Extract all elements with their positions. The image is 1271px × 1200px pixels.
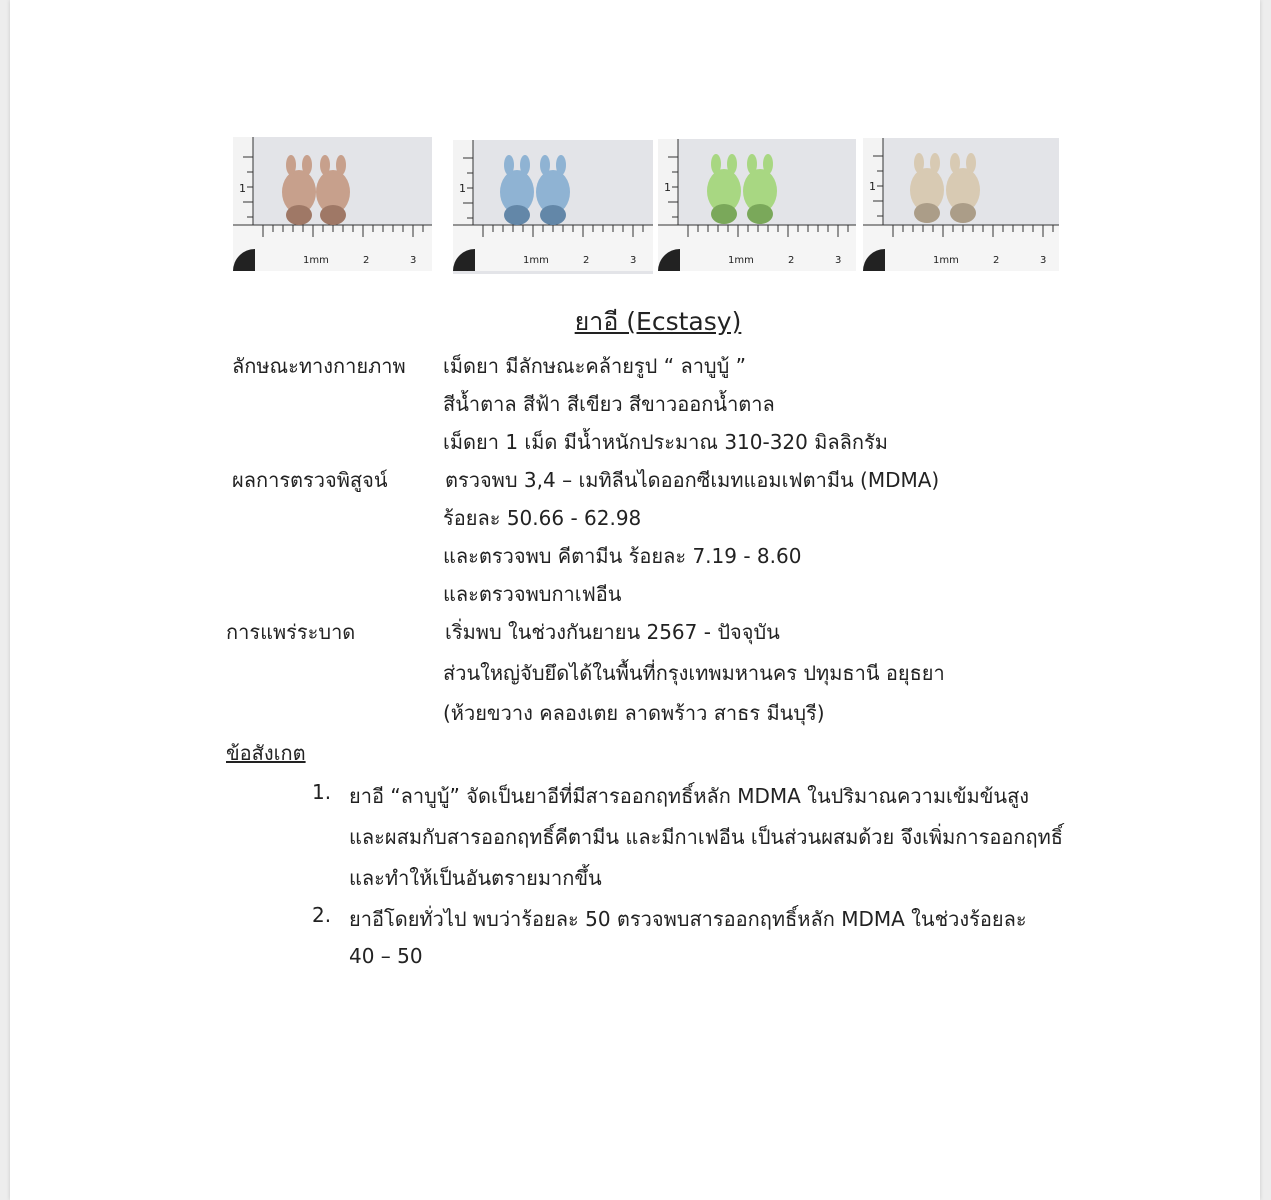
note-line: ยาอี “ลาบูบู้” จัดเป็นยาอีที่มีสารออกฤทธิ์หลัก MDMA ในปริมาณความเข้มข้นสูง [349, 784, 1030, 808]
svg-text:2: 2 [363, 255, 370, 266]
pill-base [950, 203, 976, 223]
pill-shape [930, 153, 940, 173]
pill-base [504, 205, 530, 225]
svg-text:2: 2 [993, 255, 1000, 266]
pill-photo-brown-image [233, 137, 432, 271]
physical-line: สีน้ำตาล สีฟ้า สีเขียว สีขาวออกน้ำตาล [443, 392, 775, 416]
svg-text:3: 3 [1040, 255, 1047, 266]
lab-line: และตรวจพบกาเฟอีน [443, 582, 622, 606]
pill-base [540, 205, 566, 225]
pill-base [914, 203, 940, 223]
lab-line: ร้อยละ 50.66 - 62.98 [443, 506, 642, 530]
svg-text:1: 1 [869, 180, 876, 193]
pill-shape [286, 155, 296, 175]
spread-line: ส่วนใหญ่จับยึดได้ในพื้นที่กรุงเทพมหานคร ปทุมธานี อยุธยา [443, 661, 945, 685]
note-line: 40 – 50 [349, 944, 423, 968]
svg-text:2: 2 [583, 255, 590, 266]
pill-shape [763, 154, 773, 174]
note-number: 1. [312, 780, 332, 804]
pill-base [711, 204, 737, 224]
note-line: และผสมกับสารออกฤทธิ์คีตามีน และมีกาเฟอีน เป็นส่วนผสมด้วย จึงเพิ่มการออกฤทธิ์ [349, 825, 1063, 849]
pill-shape [966, 153, 976, 173]
document-title: ยาอี (Ecstasy) [574, 307, 742, 336]
svg-text:1mm: 1mm [728, 255, 754, 266]
physical-line: เม็ดยา 1 เม็ด มีน้ำหนักประมาณ 310-320 มิลลิกรัม [443, 430, 888, 454]
pill-shape [914, 153, 924, 173]
lab-label: ผลการตรวจพิสูจน์ [232, 468, 388, 492]
svg-text:1mm: 1mm [523, 255, 549, 266]
svg-text:1mm: 1mm [933, 255, 959, 266]
svg-text:1: 1 [459, 182, 466, 195]
pill-shape [711, 154, 721, 174]
pill-shape [504, 155, 514, 175]
lab-line: และตรวจพบ คีตามีน ร้อยละ 7.19 - 8.60 [443, 544, 802, 568]
pill-shape [727, 154, 737, 174]
note-line: และทำให้เป็นอันตรายมากขึ้น [349, 866, 602, 890]
pill-photo-brown [233, 137, 432, 271]
document-page [10, 0, 1260, 1200]
spread-label: การแพร่ระบาด [226, 620, 356, 644]
pill-shape [950, 153, 960, 173]
svg-text:1: 1 [239, 182, 246, 195]
note-number: 2. [312, 903, 332, 927]
spread-line: (ห้วยขวาง คลองเตย ลาดพร้าว สาธร มีนบุรี) [443, 701, 825, 725]
pill-base [747, 204, 773, 224]
pill-photo-green-image [658, 139, 856, 271]
svg-text:2: 2 [788, 255, 795, 266]
pill-photo-blue-image [453, 140, 653, 271]
svg-text:1: 1 [664, 181, 671, 194]
pill-base [320, 205, 346, 225]
pill-shape [556, 155, 566, 175]
pill-shape [320, 155, 330, 175]
svg-text:1mm: 1mm [303, 255, 329, 266]
pill-photo-green [658, 139, 856, 271]
pill-shape [747, 154, 757, 174]
notes-heading: ข้อสังเกต [226, 741, 306, 765]
pill-photo-off-white [863, 138, 1059, 271]
pill-photo-off-white-image [863, 138, 1059, 271]
pill-shape [520, 155, 530, 175]
physical-line: เม็ดยา มีลักษณะคล้ายรูป “ ลาบูบู้ ” [443, 354, 747, 378]
svg-text:3: 3 [410, 255, 417, 266]
pill-shape [302, 155, 312, 175]
svg-text:3: 3 [835, 255, 842, 266]
lab-line: ตรวจพบ 3,4 – เมทิลีนไดออกซีเมทแอมเฟตามีน (MDMA) [445, 468, 940, 492]
pill-photo-blue [453, 140, 653, 274]
note-line: ยาอีโดยทั่วไป พบว่าร้อยละ 50 ตรวจพบสารออกฤทธิ์หลัก MDMA ในช่วงร้อยละ [349, 907, 1027, 931]
pill-base [286, 205, 312, 225]
spread-line: เริ่มพบ ในช่วงกันยายน 2567 - ปัจจุบัน [445, 620, 780, 644]
pill-shape [336, 155, 346, 175]
pill-shape [540, 155, 550, 175]
svg-text:3: 3 [630, 255, 637, 266]
physical-label: ลักษณะทางกายภาพ [232, 354, 406, 378]
